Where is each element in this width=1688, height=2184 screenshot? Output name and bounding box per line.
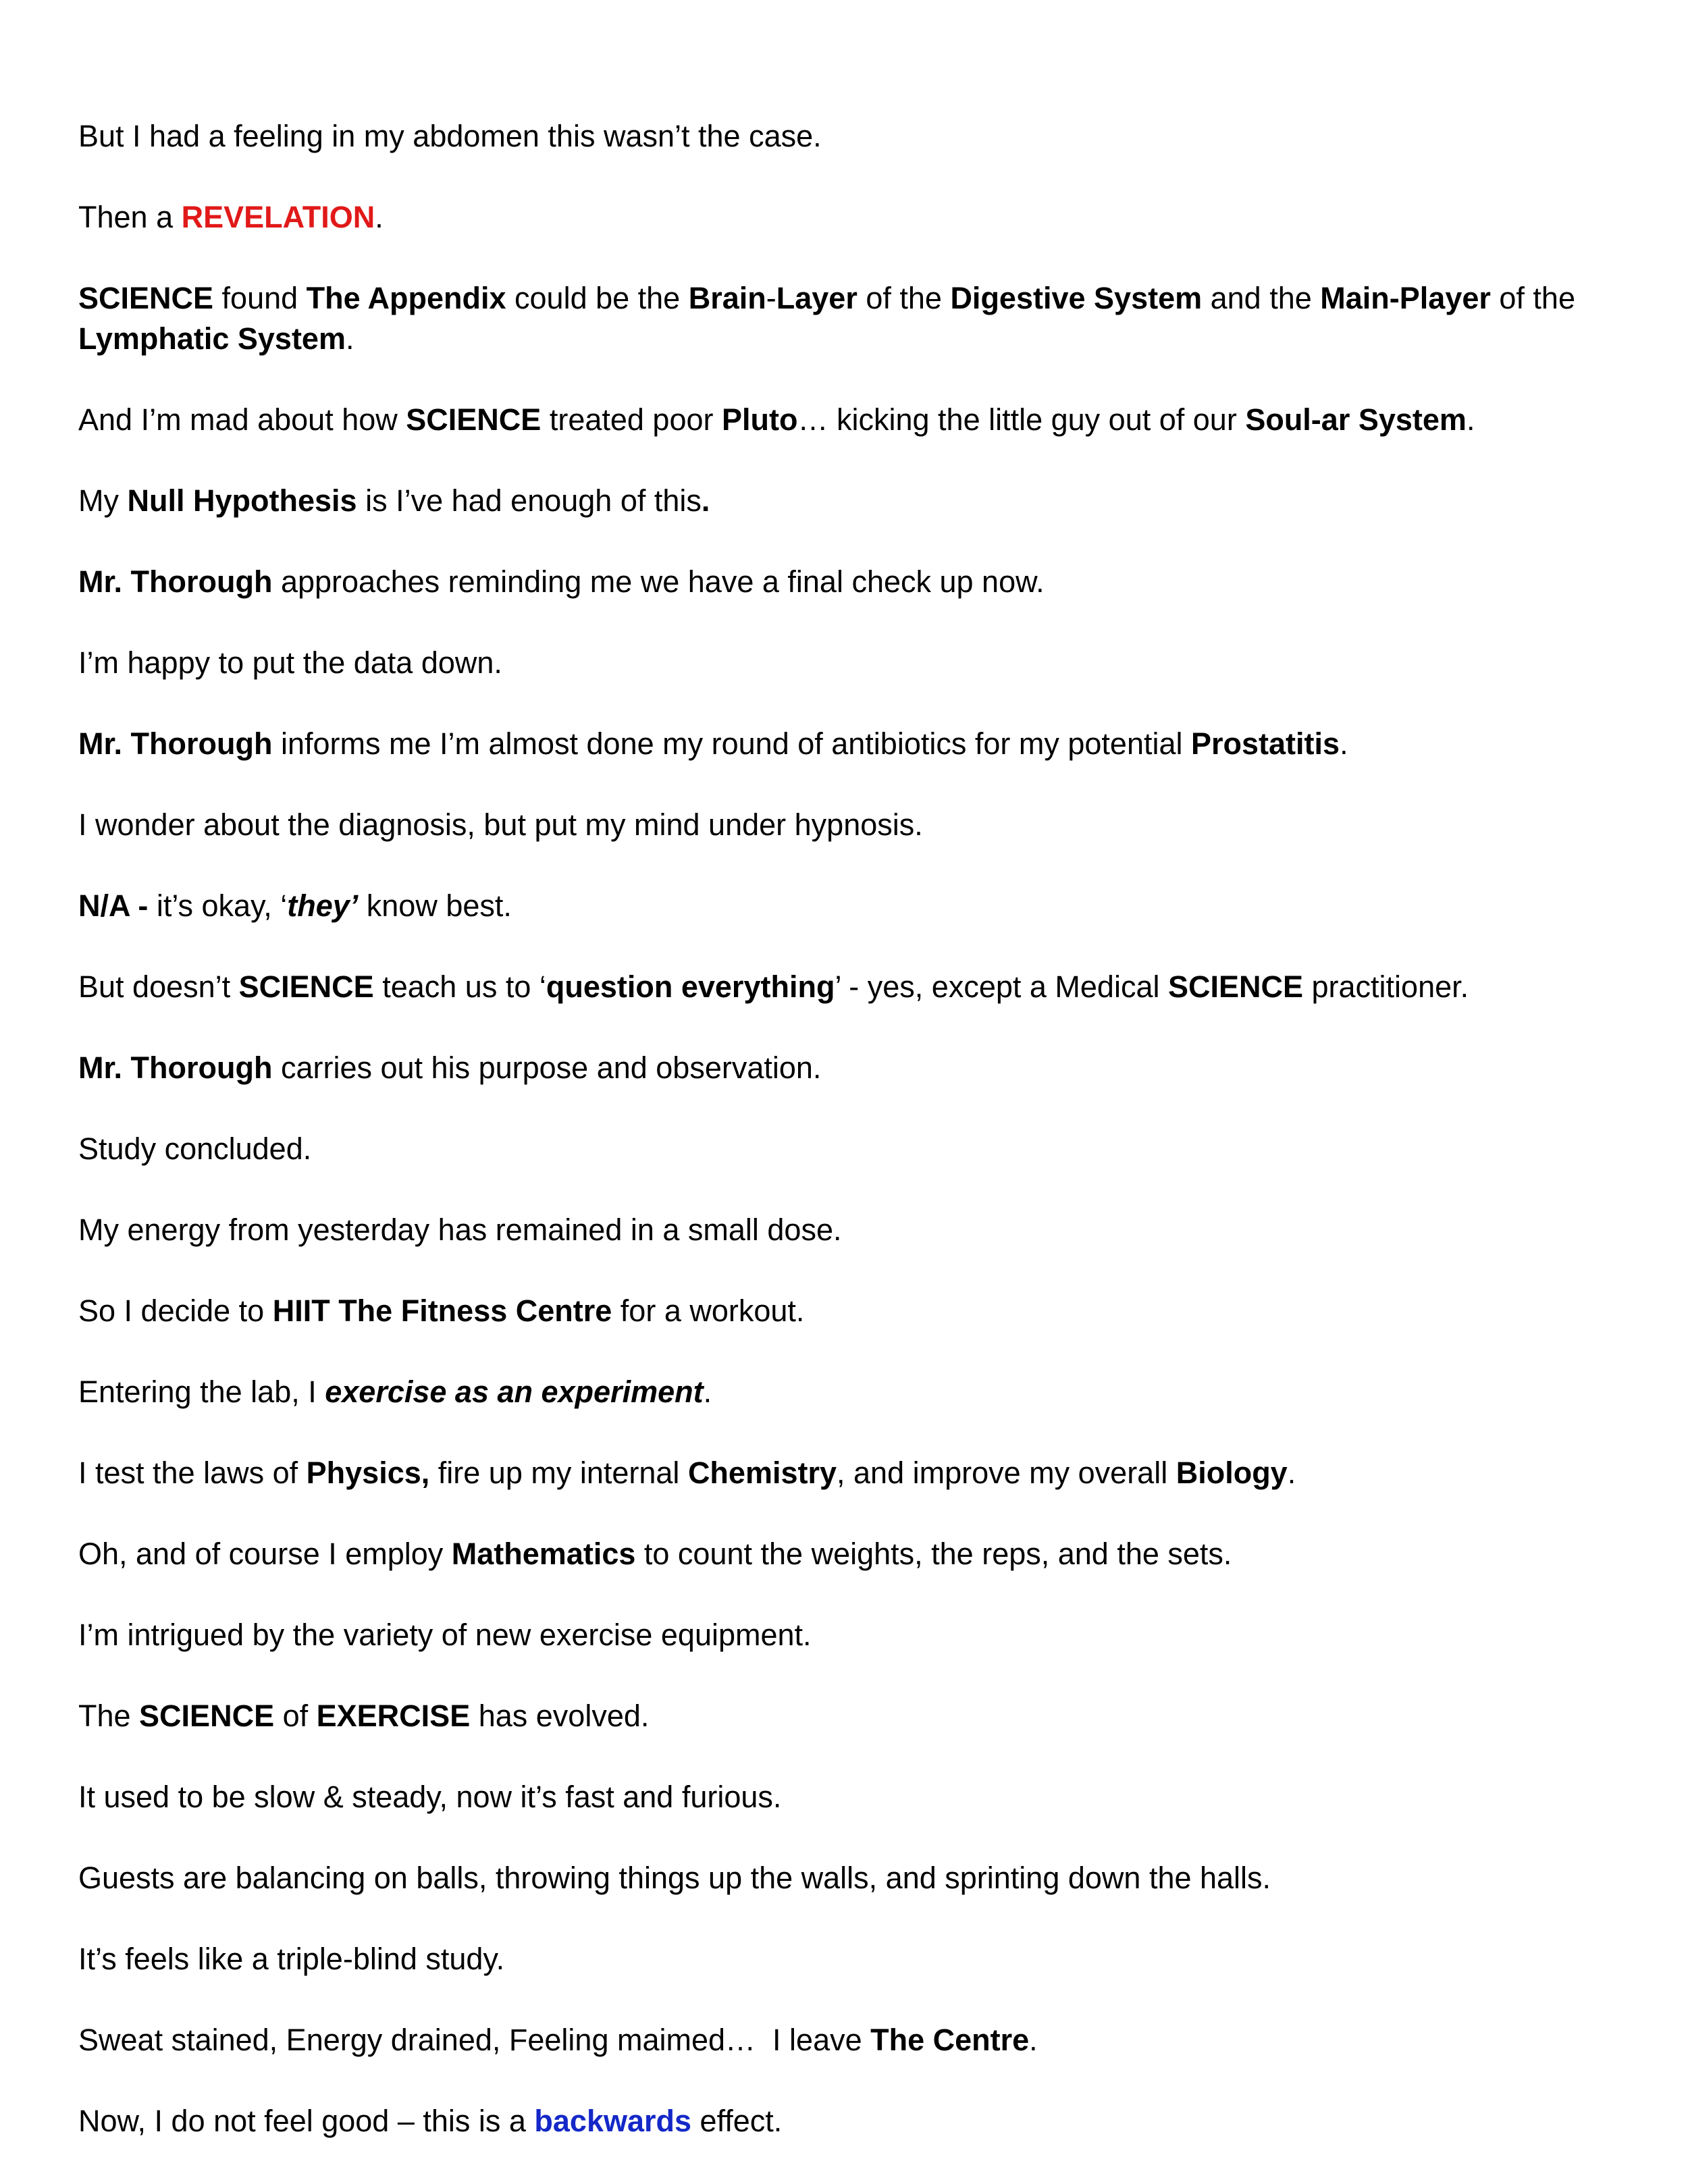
text-run: they’ xyxy=(287,888,359,923)
text-run: It’s feels like a triple-blind study. xyxy=(78,1942,505,1976)
text-run: . xyxy=(1466,402,1475,437)
text-run: is I’ve had enough of this xyxy=(357,483,702,518)
paragraph-2 xyxy=(78,197,1631,238)
text-run: could be the xyxy=(506,281,689,315)
text-run: for a workout. xyxy=(612,1294,805,1328)
text-run: fire up my internal xyxy=(429,1456,688,1490)
text-run: Mathematics xyxy=(451,1537,636,1571)
text-run: teach us to ‘ xyxy=(373,969,546,1004)
paragraph-19 xyxy=(78,1615,1631,1655)
text-run: backwards xyxy=(534,2104,692,2138)
text-run: - xyxy=(766,281,776,315)
text-run: it’s okay, ‘ xyxy=(148,888,288,923)
text-run: Then a xyxy=(78,200,182,234)
paragraph-13 xyxy=(78,1129,1631,1169)
paragraph-6 xyxy=(78,562,1631,602)
text-run: . xyxy=(1287,1456,1296,1490)
text-run: My xyxy=(78,483,128,518)
text-run: . xyxy=(1340,726,1348,761)
text-run: effect. xyxy=(691,2104,783,2138)
paragraph-14 xyxy=(78,1210,1631,1250)
text-run: know best. xyxy=(358,888,512,923)
paragraph-10 xyxy=(78,886,1631,926)
paragraph-22 xyxy=(78,1858,1631,1898)
text-run: Soul-ar System xyxy=(1245,402,1467,437)
paragraph-12 xyxy=(78,1048,1631,1088)
text-run: Digestive System xyxy=(950,281,1203,315)
text-run: HIIT The Fitness Centre xyxy=(272,1294,612,1328)
text-run: The Appendix xyxy=(306,281,506,315)
paragraph-18 xyxy=(78,1534,1631,1574)
text-run: exercise as an experiment xyxy=(325,1375,704,1409)
paragraph-15 xyxy=(78,1291,1631,1331)
paragraph-9 xyxy=(78,805,1631,845)
paragraph-24 xyxy=(78,2020,1631,2060)
paragraph-5 xyxy=(78,481,1631,521)
text-run: … kicking the little guy out of our xyxy=(797,402,1246,437)
paragraph-20 xyxy=(78,1696,1631,1736)
text-run: SCIENCE xyxy=(406,402,542,437)
text-run: Study concluded. xyxy=(78,1131,312,1166)
text-run: Entering the lab, I xyxy=(78,1375,325,1409)
text-run: But doesn’t xyxy=(78,969,239,1004)
text-run: . xyxy=(345,321,354,356)
text-run: Brain xyxy=(688,281,766,315)
text-run: treated poor xyxy=(541,402,722,437)
text-run: SCIENCE xyxy=(238,969,374,1004)
paragraph-3 xyxy=(78,278,1631,359)
text-run: Chemistry xyxy=(687,1456,837,1490)
paragraph-8 xyxy=(78,724,1631,764)
text-run: Now, I do not feel good – this is a xyxy=(78,2104,535,2138)
text-run: N/A - xyxy=(78,888,149,923)
text-run: Layer xyxy=(776,281,858,315)
text-run: Oh, and of course I employ xyxy=(78,1537,452,1571)
text-run: SCIENCE xyxy=(139,1699,275,1733)
text-run: question everything xyxy=(546,969,835,1004)
text-run: . xyxy=(375,200,384,234)
document-page xyxy=(78,116,1631,2182)
text-run: The xyxy=(78,1699,140,1733)
paragraph-7 xyxy=(78,643,1631,683)
text-run: SCIENCE xyxy=(1167,969,1304,1004)
paragraph-11 xyxy=(78,967,1631,1007)
text-run: Sweat stained, Energy drained, Feeling maimed… I leave xyxy=(78,2023,871,2057)
text-run: I test the laws of xyxy=(78,1456,307,1490)
text-run: informs me I’m almost done my round of antibiotics for my potential xyxy=(272,726,1191,761)
text-run: Null Hypothesis xyxy=(127,483,357,518)
paragraph-17 xyxy=(78,1453,1631,1493)
text-run: EXERCISE xyxy=(316,1699,471,1733)
text-run: My energy from yesterday has remained in a small dose. xyxy=(78,1213,842,1247)
text-run: approaches reminding me we have a final check up now. xyxy=(272,564,1045,599)
text-run: carries out his purpose and observation. xyxy=(272,1050,822,1085)
text-run: of xyxy=(274,1699,317,1733)
text-run: of the xyxy=(1490,281,1584,315)
text-run: Mr. Thorough xyxy=(78,1050,273,1085)
text-run: I wonder about the diagnosis, but put my mind under hypnosis. xyxy=(78,807,923,842)
text-run: . xyxy=(1029,2023,1038,2057)
text-run: , and improve my overall xyxy=(837,1456,1176,1490)
text-run: Mr. Thorough xyxy=(78,564,273,599)
text-run: The Centre xyxy=(870,2023,1030,2057)
text-run: But I had a feeling in my abdomen this wasn’t the case. xyxy=(78,119,822,153)
text-run: I’m intrigued by the variety of new exercise equipment. xyxy=(78,1618,812,1652)
text-run: SCIENCE xyxy=(78,281,214,315)
text-run: ’ - yes, except a Medical xyxy=(835,969,1168,1004)
text-run: Lymphatic System xyxy=(78,321,346,356)
text-run: So I decide to xyxy=(78,1294,273,1328)
text-run: has evolved. xyxy=(470,1699,650,1733)
text-run: I’m happy to put the data down. xyxy=(78,645,502,680)
text-run: found xyxy=(213,281,307,315)
paragraph-23 xyxy=(78,1939,1631,1979)
text-run: Mr. Thorough xyxy=(78,726,273,761)
text-run: Main-Player xyxy=(1320,281,1491,315)
text-run: It used to be slow & steady, now it’s fast and furious. xyxy=(78,1780,782,1814)
text-run: of the xyxy=(857,281,951,315)
text-run: And I’m mad about how xyxy=(78,402,406,437)
text-run: REVELATION xyxy=(181,200,375,234)
text-run: and the xyxy=(1202,281,1321,315)
text-run: to count the weights, the reps, and the sets. xyxy=(635,1537,1232,1571)
text-run: Prostatitis xyxy=(1191,726,1340,761)
paragraph-4 xyxy=(78,400,1631,440)
paragraph-1 xyxy=(78,116,1631,157)
paragraph-25 xyxy=(78,2101,1631,2141)
paragraph-21 xyxy=(78,1777,1631,1817)
text-run: Biology xyxy=(1176,1456,1288,1490)
text-run: . xyxy=(701,483,710,518)
text-run: . xyxy=(703,1375,712,1409)
text-run: Pluto xyxy=(722,402,798,437)
text-run: Guests are balancing on balls, throwing things up the walls, and sprinting down the halls. xyxy=(78,1861,1271,1895)
text-run: practitioner. xyxy=(1303,969,1469,1004)
paragraph-16 xyxy=(78,1372,1631,1412)
text-run: Physics, xyxy=(306,1456,430,1490)
